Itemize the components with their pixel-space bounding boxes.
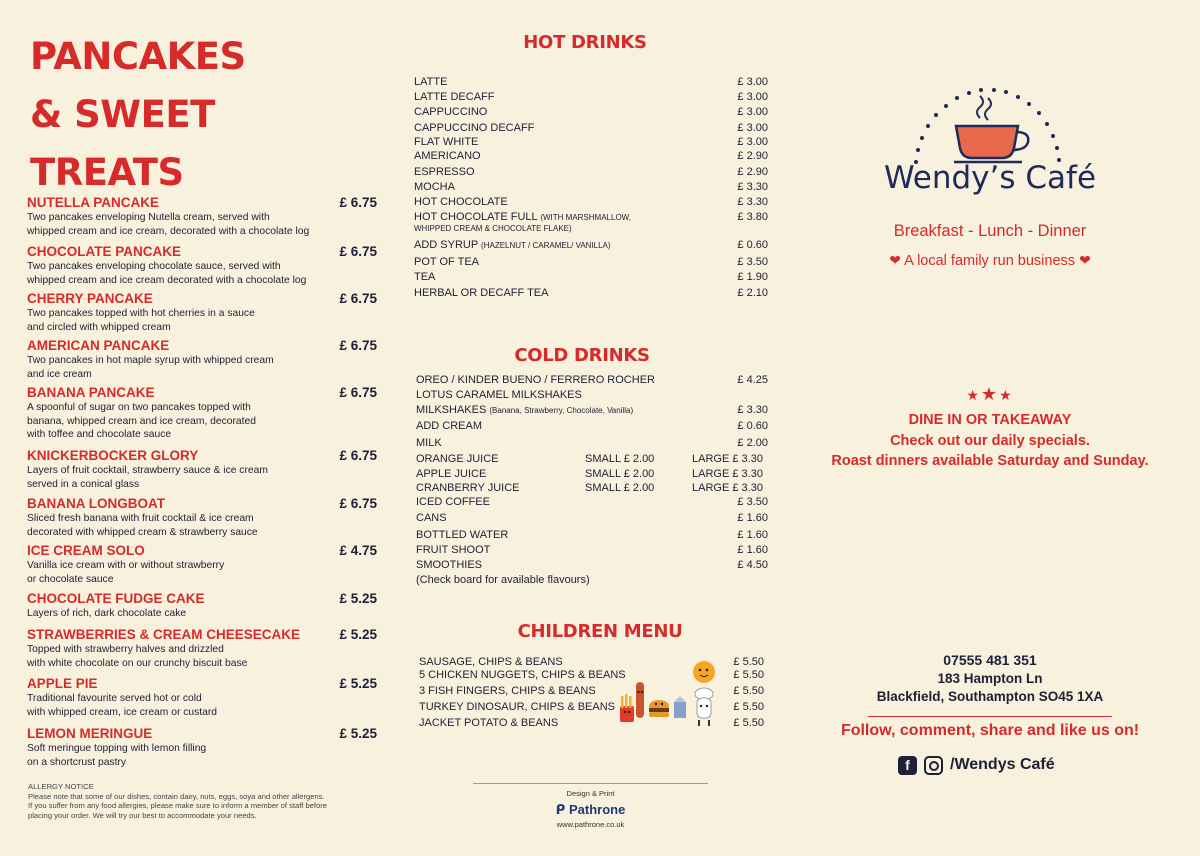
address-line-2: Blackfield, Southampton SO45 1XA (876, 689, 1104, 704)
menu-item: APPLE PIE £ 5.25 Traditional favourite served hot or cold with whipped cream, ice cream or custard (27, 676, 377, 718)
dine-in-line: DINE IN OR TAKEAWAY (908, 412, 1072, 428)
cafe-tagline: Breakfast - Lunch - Dinner (893, 222, 1087, 240)
design-print-label: Design & Print (566, 789, 615, 798)
pathrone-logo: ᑭ Pathrone (555, 802, 626, 817)
divider (868, 716, 1112, 717)
allergy-notice: ALLERGY NOTICE Please note that some of our dishes, contain dairy, nuts, eggs, soya and other allergens. If you suffer from any food allergies, please make sure to inform a member of staff before placing your order. We will try our best to accommodate your needs. (28, 782, 327, 820)
phone-number: 07555 481 351 (943, 652, 1037, 668)
menu-item: ICE CREAM SOLO £ 4.75 Vanilla ice cream with or without strawberry or chocolate sauce (27, 543, 377, 585)
heart-icon: ❤ (889, 252, 901, 268)
item-note: WHIPPED CREAM & CHOCOLATE FLAKE) (414, 224, 572, 233)
follow-line: Follow, comment, share and like us on! (840, 722, 1140, 739)
cold-drinks-title: COLD DRINKS (514, 345, 650, 366)
stars-icon: ★★★ (966, 384, 1014, 404)
menu-item: AMERICAN PANCAKE £ 6.75 Two pancakes in hot maple syrup with whipped cream and ice cream (27, 338, 377, 380)
facebook-icon[interactable]: f (898, 756, 917, 775)
cafe-name: Wendy’s Café (883, 160, 1097, 196)
menu-item: CHOCOLATE PANCAKE £ 6.75 Two pancakes enveloping chocolate sauce, served with whipped cream and ice cream decorated with a chocolate log (27, 244, 377, 286)
hot-drinks-title: HOT DRINKS (523, 32, 647, 53)
cartoon-food-illustration (614, 658, 726, 728)
menu-item: CHERRY PANCAKE £ 6.75 Two pancakes topped with hot cherries in a sauce and circled with whipped cream (27, 291, 377, 333)
menu-item: LEMON MERINGUE £ 5.25 Soft meringue topping with lemon filling on a shortcrust pastry (27, 726, 377, 768)
instagram-icon[interactable] (924, 756, 943, 775)
cafe-logo-mark (908, 80, 1068, 165)
local-business-line: ❤ A local family run business ❤ (889, 252, 1091, 269)
social-links (898, 754, 1055, 776)
social-handle[interactable]: /Wendys Café (950, 756, 1055, 773)
children-menu-title: CHILDREN MENU (517, 621, 683, 642)
pathrone-url: www.pathrone.co.uk (556, 820, 625, 829)
pancakes-title: PANCAKES & SWEET TREATS (30, 35, 246, 194)
divider (473, 783, 708, 784)
menu-item: NUTELLA PANCAKE £ 6.75 Two pancakes enveloping Nutella cream, served with whipped cream and ice cream, decorated with a chocolate log (27, 195, 377, 237)
menu-item: STRAWBERRIES & CREAM CHEESECAKE £ 5.25 Topped with strawberry halves and drizzled with white chocolate on our crunchy biscuit base (27, 627, 377, 669)
menu-item: BANANA LONGBOAT £ 6.75 Sliced fresh banana with fruit cocktail & ice cream decorated with whipped cream & strawberry sauce (27, 496, 377, 538)
specials-line: Check out our daily specials. (890, 433, 1090, 449)
menu-item: CHOCOLATE FUDGE CAKE £ 5.25 Layers of rich, dark chocolate cake (27, 591, 377, 619)
pathrone-icon: ᑭ (555, 802, 566, 817)
address-line-1: 183 Hampton Ln (937, 671, 1043, 686)
menu-item: BANANA PANCAKE £ 6.75 A spoonful of sugar on two pancakes topped with banana, whipped cream and ice cream, decorated with toffee and chocolate sauce (27, 385, 377, 440)
heart-icon: ❤ (1079, 252, 1091, 268)
roast-line: Roast dinners available Saturday and Sunday. (831, 453, 1149, 469)
menu-item: KNICKERBOCKER GLORY £ 6.75 Layers of fruit cocktail, strawberry sauce & ice cream served in a conical glass (27, 448, 377, 490)
